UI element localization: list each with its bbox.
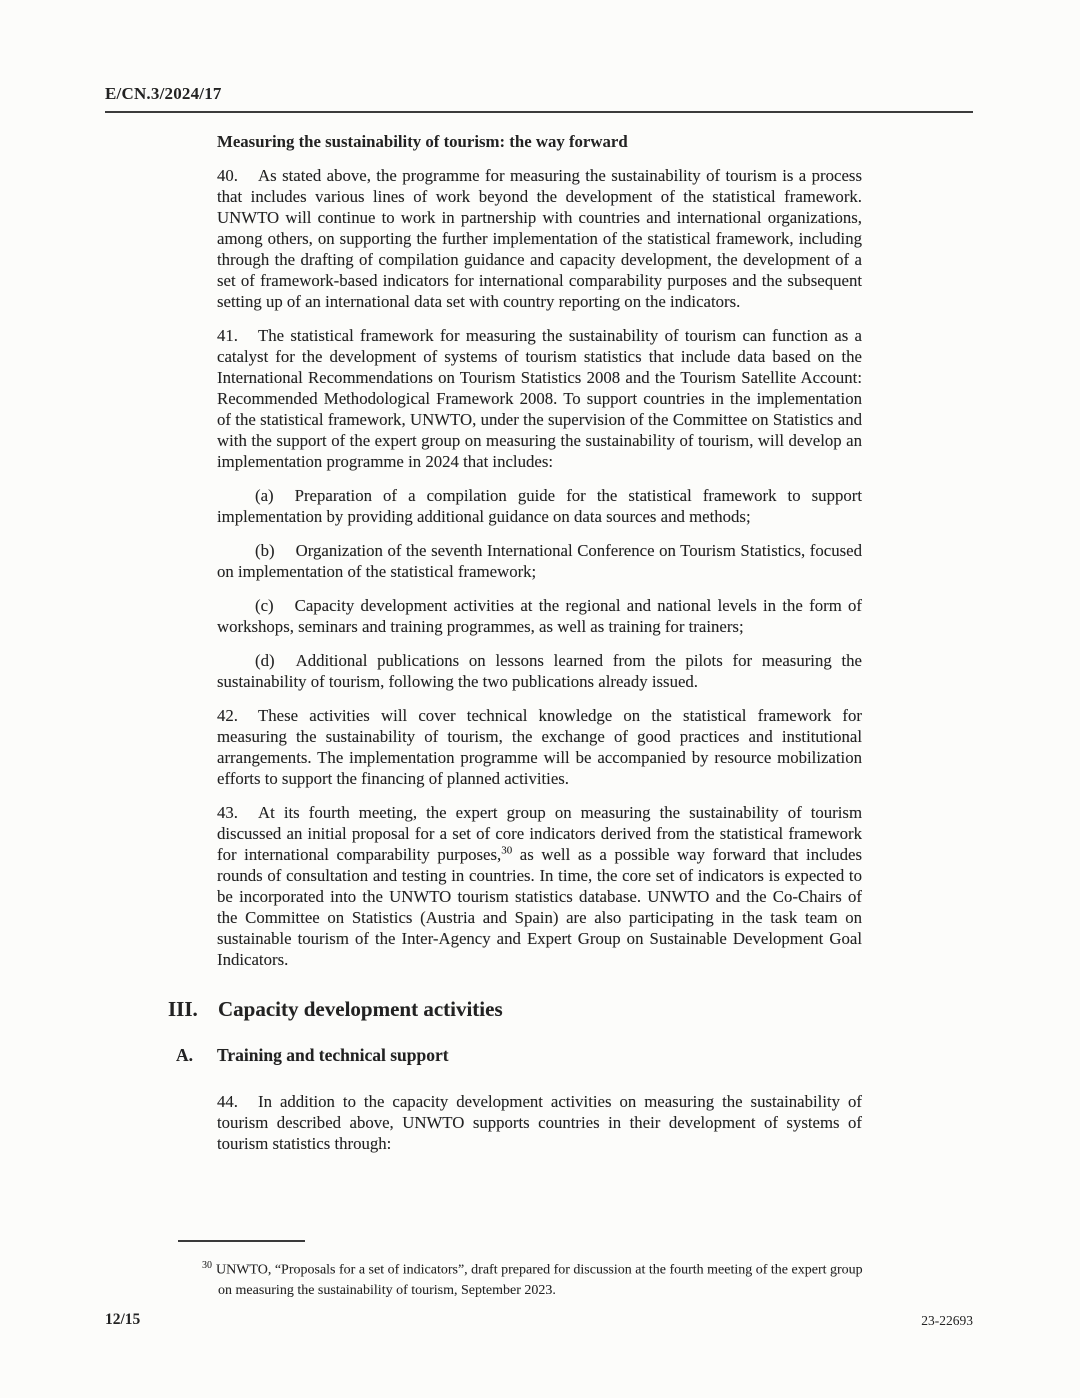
job-number: 23-22693 <box>921 1313 973 1328</box>
footnote-area <box>178 1240 868 1316</box>
paragraph-text: In addition to the capacity development activities on measuring the sustainability of tourism described above, UNWTO supports countries in their development of systems of tourism statistics through: <box>217 1092 862 1153</box>
paragraph-text: The statistical framework for measuring the sustainability of tourism can function as a catalyst for the development of systems of tourism statistics that include data based on the International Recommendations on Tourism Statistics 2008 and the Tourism Satellite Account: Recommended Methodological Framework 2008. To support countries in the implementation of the statistical framework, UNWTO, under the supervision of the Committee on Statistics and with the support of the expert group on measuring the sustainability of tourism, will develop an implementation programme in 2024 that includes: <box>217 326 862 471</box>
paragraph-text: At its fourth meeting, the expert group on measuring the sustainability of tourism discussed an initial proposal for a set of core indicators derived from the statistical framework for international comparability purposes, <box>217 803 862 864</box>
subsection-letter: A. <box>176 1045 194 1065</box>
paragraph-text: as well as a possible way forward that includes rounds of consultation and testing in countries. In time, the core set of indicators is expected to be incorporated into the UNWTO tourism statistics database. UNWTO and the Co-Chairs of the Committee on Statistics (Austria and Spain) are also participating in the task team on sustainable tourism of the Inter-Agency and Expert Group on Sustainable Development Goal Indicators. <box>217 845 862 969</box>
document-body <box>168 131 862 1167</box>
paragraph-text: As stated above, the programme for measuring the sustainability of tourism is a process that includes various lines of work beyond the development of the statistical framework. UNWTO will continue to work in partnership with countries and international organizations, among others, on supporting the further implementation of the statistical framework, including through the drafting of compilation guidance and capacity development, the development of a set of framework-based indicators for international comparability purposes and the subsequent setting up of an international data set with country reporting on the indicators. <box>217 166 862 311</box>
section-title: Capacity development activities <box>218 997 503 1021</box>
list-item-label: (b) <box>255 541 275 560</box>
subsection-title: Training and technical support <box>217 1045 449 1065</box>
list-item-text: Preparation of a compilation guide for the statistical framework to support implementation by providing additional guidance on data sources and methods; <box>217 486 862 526</box>
paragraph-42 <box>217 705 862 789</box>
section-heading-iii <box>168 996 862 1022</box>
paragraph-43 <box>217 802 862 970</box>
list-item-text: Organization of the seventh International Conference on Tourism Statistics, focused on implementation of the statistical framework; <box>217 541 862 581</box>
paragraph-44 <box>217 1091 862 1154</box>
list-item-text: Capacity development activities at the regional and national levels in the form of workshops, seminars and training programmes, as well as training for trainers; <box>217 596 862 636</box>
section-numeral: III. <box>168 997 198 1021</box>
list-item-label: (a) <box>255 486 274 505</box>
document-header <box>105 84 973 113</box>
list-item-d <box>217 650 862 692</box>
paragraph-number: 41. <box>217 326 238 345</box>
paragraph-number: 43. <box>217 803 238 822</box>
list-item-a <box>217 485 862 527</box>
paragraph-number: 40. <box>217 166 238 185</box>
paragraph-number: 44. <box>217 1092 238 1111</box>
page-number: 12/15 <box>105 1311 141 1328</box>
footnote-reference-30: 30 <box>501 844 513 857</box>
subsection-heading-a <box>176 1044 862 1066</box>
list-item-b <box>217 540 862 582</box>
paragraph-41 <box>217 325 862 472</box>
footnote-separator <box>178 1240 305 1242</box>
doc-symbol: E/CN.3/2024/17 <box>105 84 222 103</box>
paragraph-number: 42. <box>217 706 238 725</box>
list-item-label: (c) <box>255 596 274 615</box>
paragraph-40 <box>217 165 862 312</box>
footnote-text: UNWTO, “Proposals for a set of indicators”, draft prepared for discussion at the fourth meeting of the expert group on measuring the sustainability of tourism, September 2023. <box>216 1262 863 1299</box>
run-in-heading: Measuring the sustainability of tourism: the way forward <box>217 132 628 151</box>
footnote-30 <box>202 1256 868 1302</box>
list-item-text: Additional publications on lessons learned from the pilots for measuring the sustainability of tourism, following the two publications already issued. <box>217 651 862 691</box>
footnote-number: 30 <box>202 1260 212 1271</box>
list-item-c <box>217 595 862 637</box>
list-item-label: (d) <box>255 651 275 670</box>
paragraph-text: These activities will cover technical knowledge on the statistical framework for measuring the sustainability of tourism, the exchange of good practices and institutional arrangements. The implementation programme will be accompanied by resource mobilization efforts to support the financing of planned activities. <box>217 706 862 788</box>
